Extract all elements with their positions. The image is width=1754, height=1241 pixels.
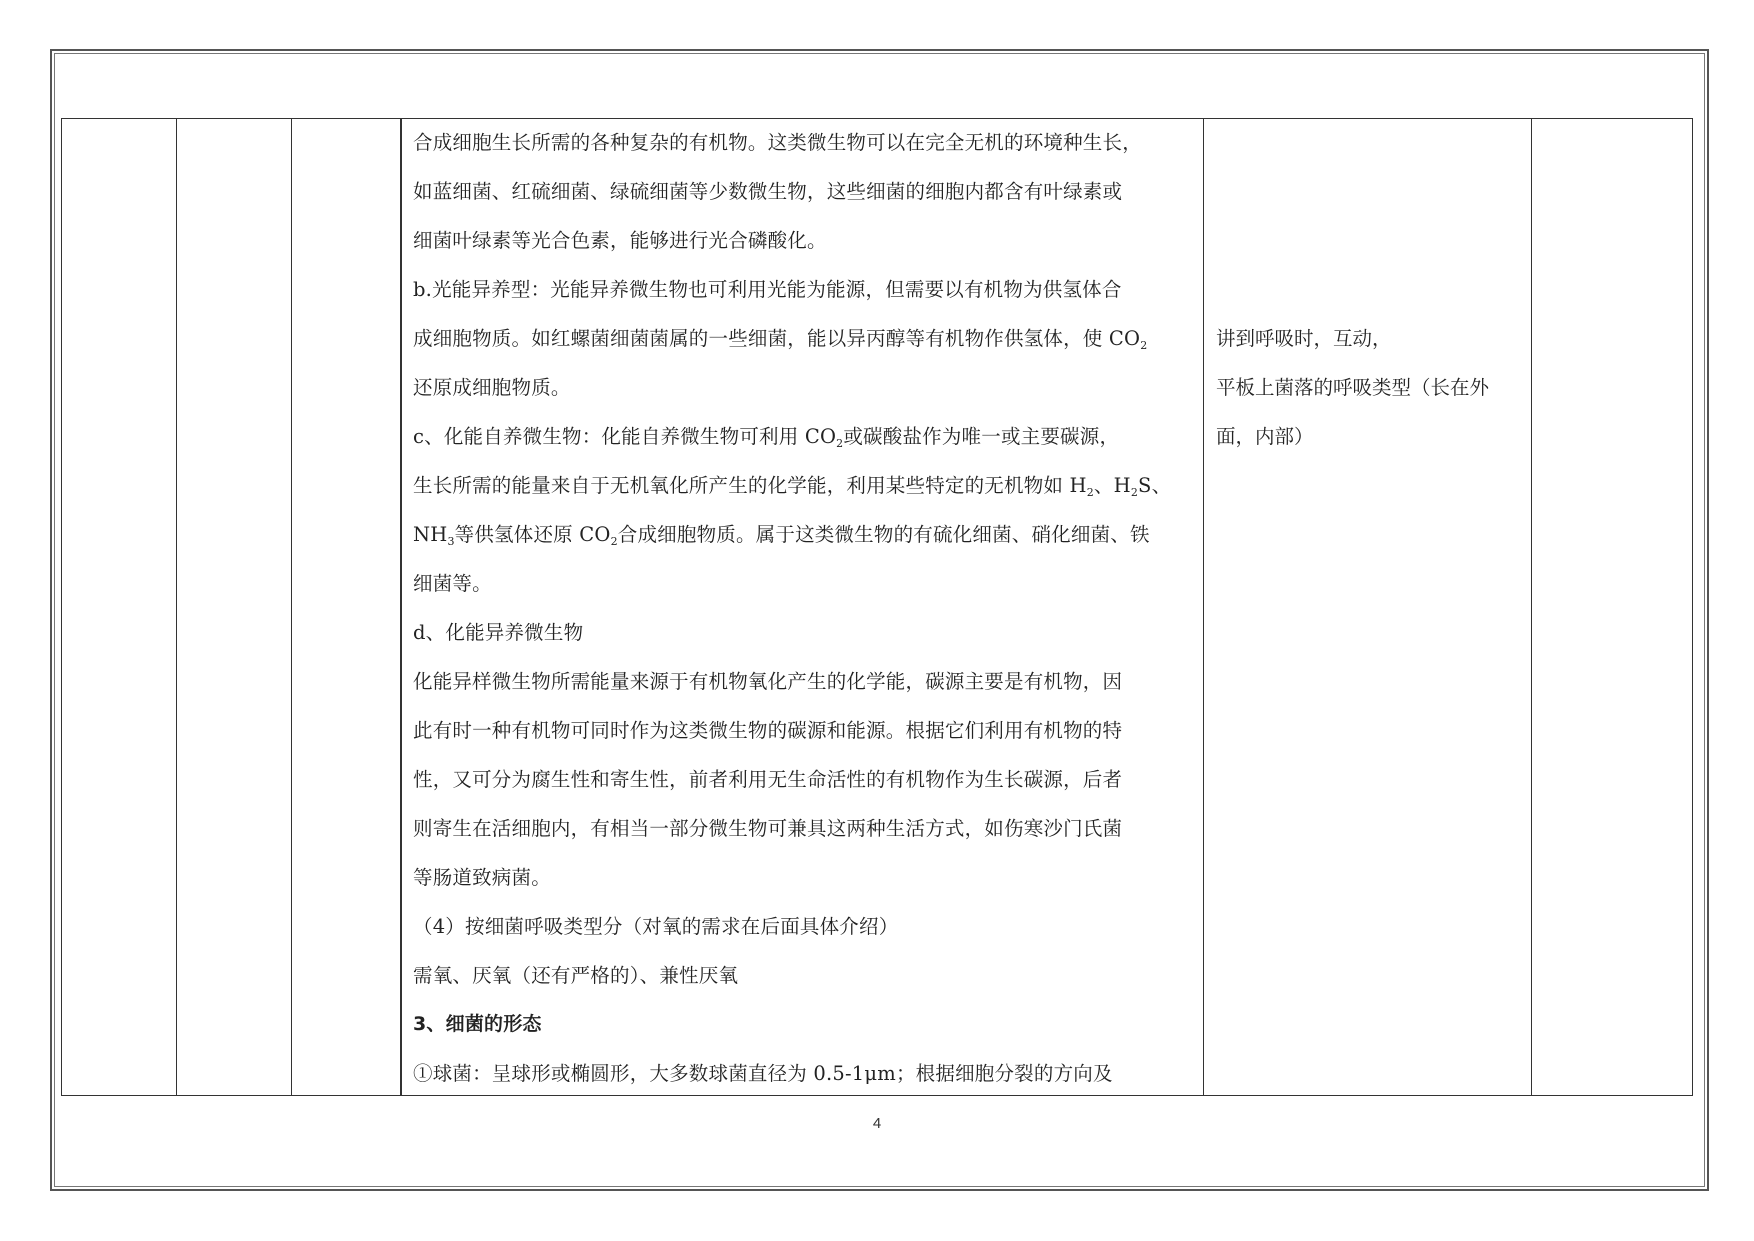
content-line: c、化能自养微生物：化能自养微生物可利用 $CO_2$或碳酸盐作为唯一或主要碳源， xyxy=(413,425,1120,450)
content-line: 细菌等。 xyxy=(413,572,492,595)
table-column-divider xyxy=(176,118,177,1096)
content-line: （4）按细菌呼吸类型分（对氧的需求在后面具体介绍） xyxy=(413,915,899,938)
notes-line: 面，内部） xyxy=(1216,425,1314,448)
content-line: 化能异样微生物所需能量来源于有机物氧化产生的化学能，碳源主要是有机物，因 xyxy=(413,670,1123,693)
teacher-notes-cell xyxy=(1216,314,1531,461)
content-line: 此有时一种有机物可同时作为这类微生物的碳源和能源。根据它们利用有机物的特 xyxy=(413,719,1123,742)
content-line: ①球菌：呈球形或椭圆形，大多数球菌直径为 0.5-1μm；根据细胞分裂的方向及 xyxy=(413,1062,1113,1085)
table-column-divider xyxy=(291,118,292,1096)
content-line: 生长所需的能量来自于无机氧化所产生的化学能，利用某些特定的无机物如 $H_2$、$H_2S$、 xyxy=(413,474,1172,499)
content-line: 需氧、厌氧（还有严格的）、兼性厌氧 xyxy=(413,964,739,987)
notes-line: 平板上菌落的呼吸类型（长在外 xyxy=(1216,376,1490,399)
content-line: 等肠道致病菌。 xyxy=(413,866,551,889)
content-line: 合成细胞生长所需的各种复杂的有机物。这类微生物可以在完全无机的环境种生长， xyxy=(413,131,1142,154)
content-line: $NH_3$等供氢体还原 $CO_2$合成细胞物质。属于这类微生物的有硫化细菌、硝化细菌、铁 xyxy=(413,523,1150,548)
section-heading: 3、细菌的形态 xyxy=(413,1013,542,1035)
table-column-divider xyxy=(1531,118,1532,1096)
content-line: 成细胞物质。如红螺菌细菌菌属的一些细菌，能以异丙醇等有机物作供氢体，使 $CO_2$ xyxy=(413,327,1148,352)
content-line: d、化能异养微生物 xyxy=(413,621,584,644)
table-column-divider xyxy=(400,118,402,1096)
page-number: 4 xyxy=(872,1115,882,1132)
table-column-divider xyxy=(1203,118,1204,1096)
content-line: 还原成细胞物质。 xyxy=(413,376,571,399)
content-line: 细菌叶绿素等光合色素，能够进行光合磷酸化。 xyxy=(413,229,827,252)
content-line: b.光能异养型：光能异养微生物也可利用光能为能源，但需要以有机物为供氢体合 xyxy=(413,278,1122,301)
notes-line: 讲到呼吸时，互动， xyxy=(1216,327,1392,350)
content-line: 如蓝细菌、红硫细菌、绿硫细菌等少数微生物，这些细菌的细胞内都含有叶绿素或 xyxy=(413,180,1123,203)
content-line: 则寄生在活细胞内，有相当一部分微生物可兼具这两种生活方式，如伤寒沙门氏菌 xyxy=(413,817,1123,840)
teaching-content-cell xyxy=(413,118,1203,1098)
content-line: 性，又可分为腐生性和寄生性，前者利用无生命活性的有机物作为生长碳源，后者 xyxy=(413,768,1123,791)
